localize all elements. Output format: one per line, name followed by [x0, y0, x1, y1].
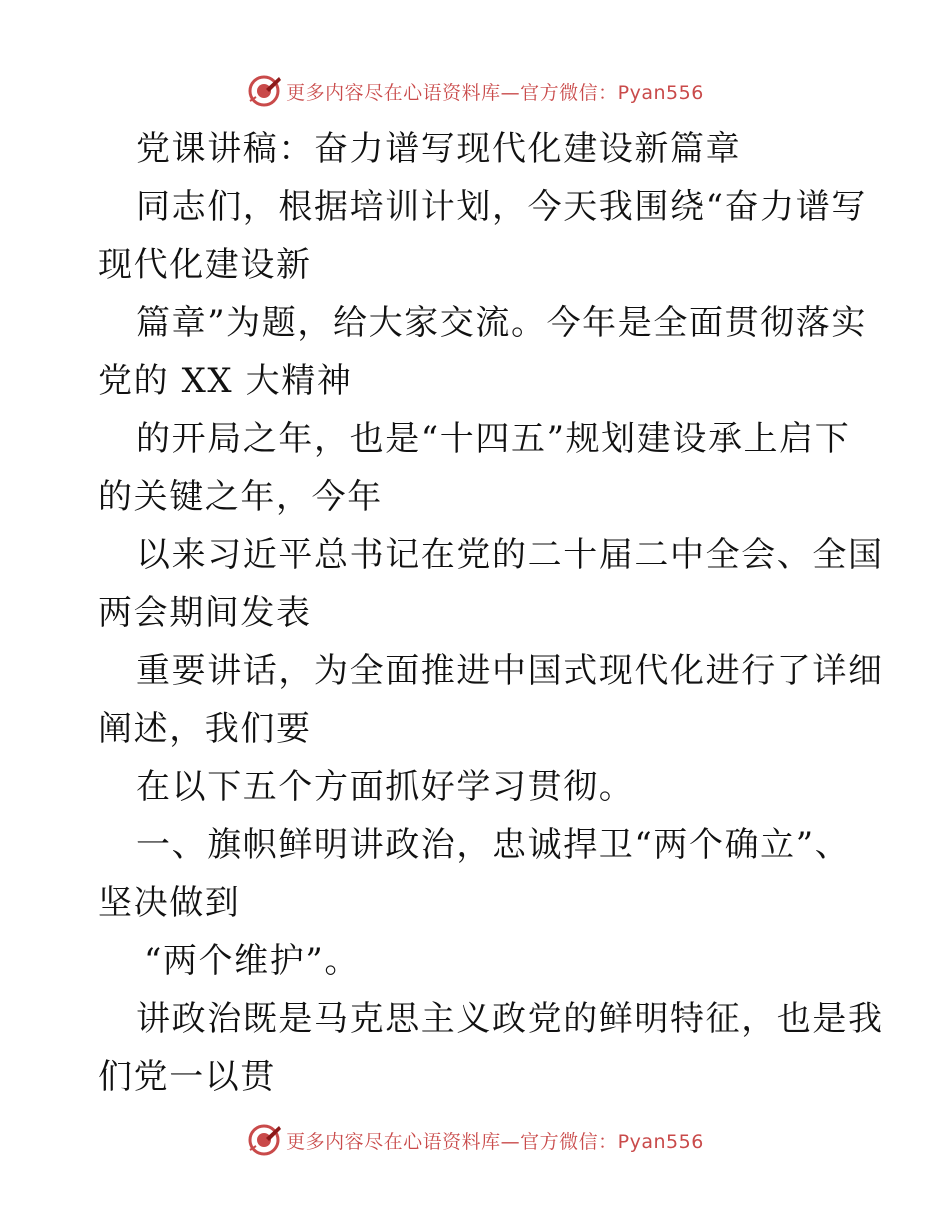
text-line: 两会期间发表	[98, 593, 312, 633]
text-line: 阐述，我们要	[98, 709, 312, 749]
text-line: “两个维护”。	[144, 941, 360, 981]
watermark-text: 更多内容尽在心语资料库—官方微信：Pyan556	[286, 81, 704, 104]
text-line: 党的 XX 大精神	[98, 361, 353, 401]
text-line: 以来习近平总书记在党的二十届二中全会、全国	[136, 535, 884, 575]
pen-logo-icon	[246, 1122, 282, 1158]
header-watermark	[0, 71, 950, 111]
text-line: 的开局之年，也是“十四五”规划建设承上启下	[136, 419, 851, 459]
document-title: 党课讲稿：奋力谱写现代化建设新篇章	[136, 129, 742, 169]
text-line: 讲政治既是马克思主义政党的鲜明特征，也是我	[136, 999, 884, 1039]
section-heading: 一、旗帜鲜明讲政治，忠诚捍卫“两个确立”、	[136, 825, 851, 865]
text-line: 现代化建设新	[98, 245, 312, 285]
watermark-text: 更多内容尽在心语资料库—官方微信：Pyan556	[286, 1130, 704, 1153]
text-line: 们党一以贯	[98, 1057, 276, 1097]
text-line: 篇章”为题，给大家交流。今年是全面贯彻落实	[136, 303, 867, 343]
document-body	[98, 120, 884, 1106]
pen-logo-icon	[246, 73, 282, 109]
text-line: 同志们，根据培训计划，今天我围绕“奋力谱写	[136, 187, 867, 227]
text-line: 在以下五个方面抓好学习贯彻。	[136, 767, 635, 807]
text-line: 的关键之年，今年	[98, 477, 383, 517]
text-line: 重要讲话，为全面推进中国式现代化进行了详细	[136, 651, 884, 691]
text-line: 坚决做到	[98, 883, 241, 923]
footer-watermark	[0, 1120, 950, 1160]
